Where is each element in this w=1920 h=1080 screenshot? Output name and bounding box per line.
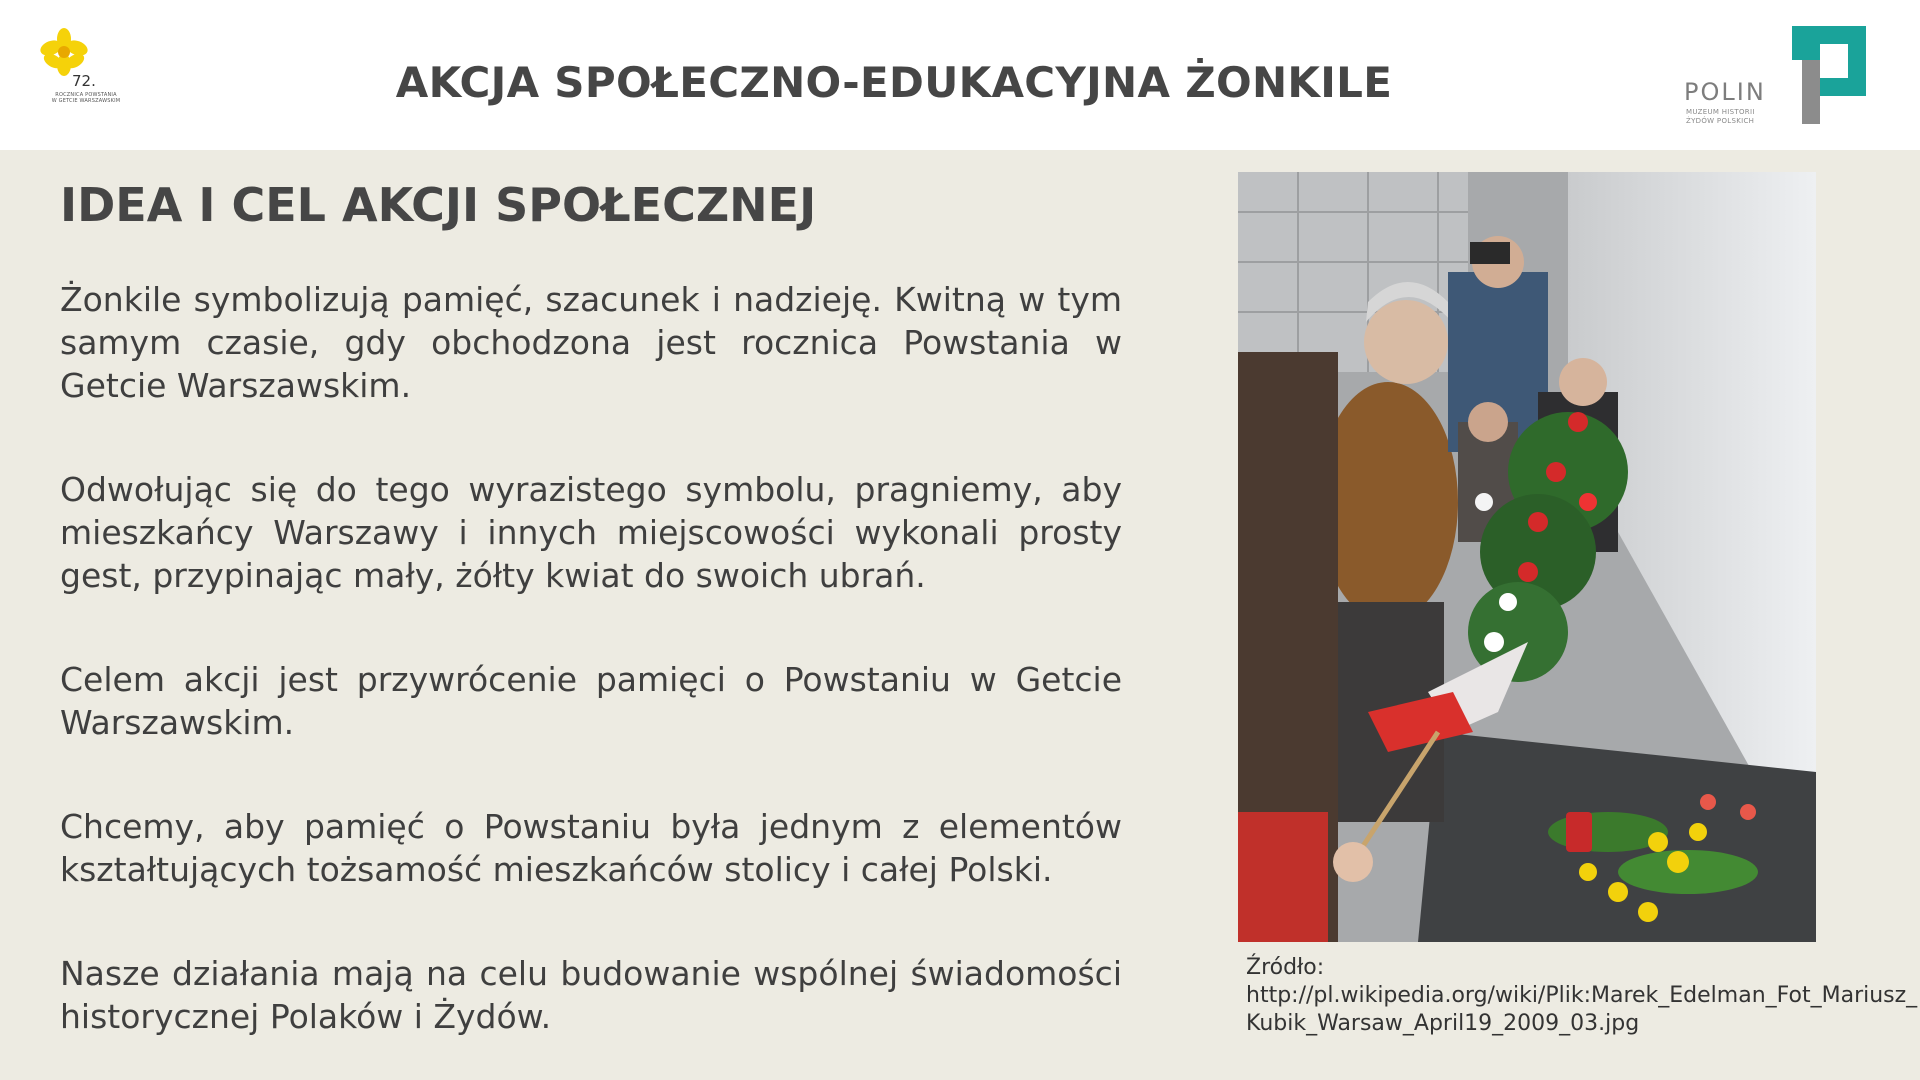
polin-wordmark: POLIN [1684,78,1766,106]
page-title: AKCJA SPOŁECZNO-EDUKACYJNA ŻONKILE [395,58,1393,107]
header-bar [0,0,1920,150]
photo-caption: Źródło: http://pl.wikipedia.org/wiki/Plik:Marek_Edelman_Fot_Mariusz_ Kubik_Warsaw_April19_2009_03.jpg [1246,955,1918,1036]
anniversary-number: 72. [72,72,96,90]
memorial-photo [1238,172,1816,942]
memorial-photo-illustration [1238,172,1816,942]
paragraph-3: Celem akcji jest przywrócenie pamięci o Powstaniu w Getcie Warszawskim. [60,660,1122,742]
paragraph-4: Chcemy, aby pamięć o Powstaniu była jednym z elementów kształtujących tożsamość mieszkańców stolicy i całej Polski. [60,807,1122,889]
polin-logo [1680,26,1880,130]
polin-subtitle: MUZEUM HISTORII ŻYDÓW POLSKICH [1686,108,1755,125]
anniversary-caption: ROCZNICA POWSTANIA W GETCIE WARSZAWSKIM [51,92,121,104]
paragraph-5: Nasze działania mają na celu budowanie wspólnej świadomości historycznej Polaków i Żydów. [60,954,1122,1036]
paragraph-1: Żonkile symbolizują pamięć, szacunek i nadzieję. Kwitną w tym samym czasie, gdy obchodzona jest rocznica Powstania w Getcie Warszawskim. [60,280,1122,405]
paragraph-2: Odwołując się do tego wyrazistego symbolu, pragniemy, aby mieszkańcy Warszawy i innych miejscowości wykonali prosty gest, przypinając mały, żółty kwiat do swoich ubrań. [60,470,1122,595]
polin-mark-icon [1790,26,1870,126]
section-heading: IDEA I CEL AKCJI SPOŁECZNEJ [60,178,817,232]
